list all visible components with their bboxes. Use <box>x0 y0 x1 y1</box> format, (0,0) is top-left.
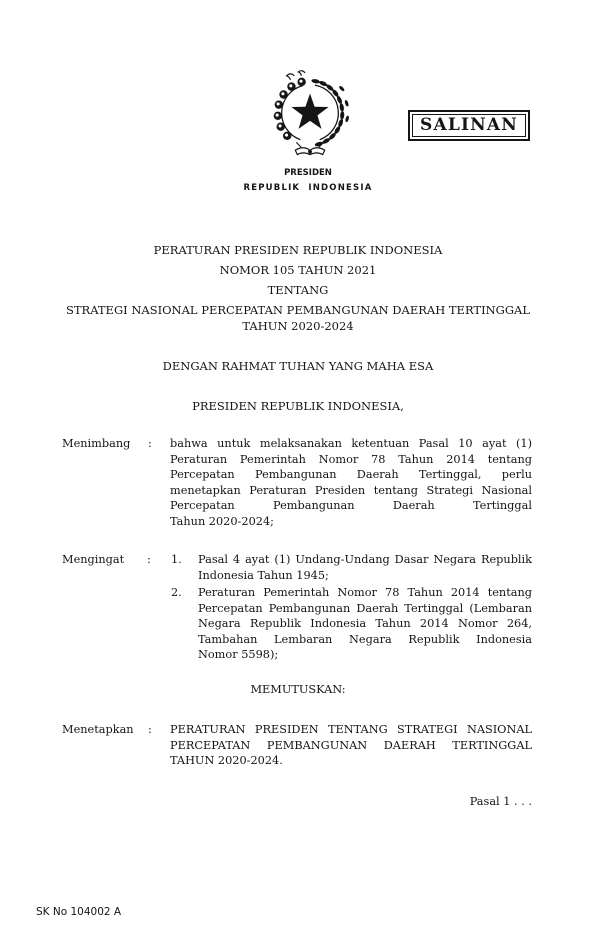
decision-heading: MEMUTUSKAN: <box>250 683 346 696</box>
text-line: Peraturan Pemerintah Nomor 78 Tahun 2014 tentang <box>170 452 532 466</box>
emblem-caption-line2: REPUBLIK INDONESIA <box>243 183 373 193</box>
copy-stamp <box>408 110 530 141</box>
menetapkan-separator: : <box>148 723 152 736</box>
regulation-title: PERATURAN PRESIDEN REPUBLIK INDONESIA <box>153 243 443 257</box>
menetapkan-label: Menetapkan <box>62 723 134 736</box>
text-line: bahwa untuk melaksanakan ketentuan Pasal 10 ayat (1) <box>170 437 532 450</box>
menimbang-label: Menimbang <box>62 437 131 450</box>
text-line: Percepatan Pembangunan Daerah Tertinggal (Lembaran <box>198 601 532 615</box>
mengingat-label: Mengingat <box>62 553 125 566</box>
invocation: DENGAN RAHMAT TUHAN YANG MAHA ESA <box>162 359 434 373</box>
text-line: menetapkan Peraturan Presiden tentang Strategi Nasional <box>170 483 532 497</box>
emblem-caption-line1: PRESIDEN <box>284 168 332 178</box>
text-line: Nomor 5598); <box>198 648 279 662</box>
text-line: Tambahan Lembaran Negara Republik Indonesia <box>198 632 532 646</box>
text-line: Pasal 4 ayat (1) Undang-Undang Dasar Negara Republik <box>198 553 532 566</box>
cotton-wreath <box>274 71 306 140</box>
text-line: Indonesia Tahun 1945; <box>198 568 329 582</box>
subject-line: STRATEGI NASIONAL PERCEPATAN PEMBANGUNAN DAERAH TERTINGGAL <box>66 303 530 317</box>
copy-stamp-label: SALINAN <box>412 114 526 137</box>
list-item-number: 2. <box>171 586 182 599</box>
text-line: Negara Republik Indonesia Tahun 2014 Nomor 264, <box>198 617 532 631</box>
text-line: Percepatan Pembangunan Daerah Tertinggal <box>170 499 532 513</box>
issuer: PRESIDEN REPUBLIK INDONESIA, <box>192 399 404 413</box>
subject-line: TAHUN 2020-2024 <box>242 319 354 333</box>
list-item <box>198 552 532 583</box>
menetapkan-text <box>170 722 532 769</box>
text-line: TAHUN 2020-2024. <box>170 754 283 768</box>
presidential-emblem-icon <box>266 68 354 160</box>
text-line: PERATURAN PRESIDEN TENTANG STRATEGI NASIONAL <box>170 723 532 736</box>
list-item-number: 1. <box>171 553 182 566</box>
star-icon <box>291 93 328 128</box>
mengingat-separator: : <box>147 553 151 566</box>
menimbang-text <box>170 436 532 530</box>
list-item <box>198 585 532 663</box>
menimbang-separator: : <box>148 437 152 450</box>
document-code: SK No 104002 A <box>36 906 122 918</box>
text-line: Peraturan Pemerintah Nomor 78 Tahun 2014 tentang <box>198 586 532 599</box>
text-line: PERCEPATAN PEMBANGUNAN DAERAH TERTINGGAL <box>170 738 532 752</box>
regulation-number: NOMOR 105 TAHUN 2021 <box>219 263 377 277</box>
about-label: TENTANG <box>267 283 329 297</box>
text-line: Tahun 2020-2024; <box>170 514 274 528</box>
text-line: Percepatan Pembangunan Daerah Tertinggal, perlu <box>170 468 532 482</box>
continuation-marker: Pasal 1 . . . <box>469 795 532 808</box>
